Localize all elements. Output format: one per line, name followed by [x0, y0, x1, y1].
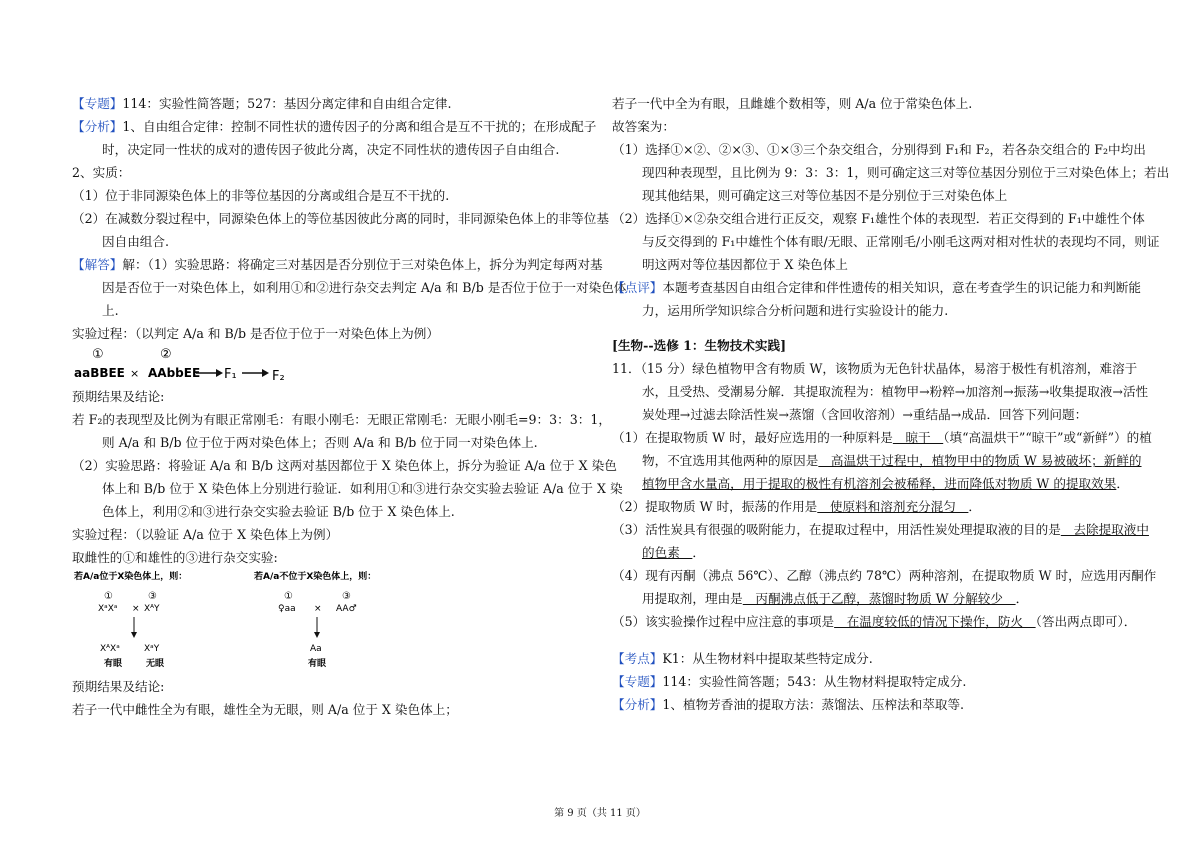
a-parent-2: XᴬY — [144, 604, 160, 614]
q3-answer-a: 去除提取液中 — [1060, 522, 1149, 537]
a-label-2: 无眼 — [146, 659, 165, 669]
q5-answer: 在温度较低的情况下操作，防火 — [834, 614, 1036, 629]
answer-heading: 故答案为： — [612, 119, 675, 134]
process-2: 实验过程：（以验证 A/a 位于 X 染色体上为例） — [72, 527, 339, 542]
cross-num-2: ② — [160, 347, 172, 362]
q2-line: （2）提取物质 W 时，振荡的作用是 使原料和溶剂充分混匀 ． — [612, 499, 981, 514]
cross-num-1: ① — [92, 347, 104, 362]
section-heading: [生物--选修 1：生物技术实践] — [612, 338, 787, 353]
fenxi-tag: 【分析】 — [72, 119, 123, 134]
q1-answer-a: 晾干 — [892, 430, 944, 445]
diagram-title-1: 若A/a位于X染色体上，则： — [74, 572, 188, 582]
jieda-line: 【解答】解：（1）实验思路：将确定三对基因是否分别位于三对染色体上，拆分为判定每两对基 — [72, 257, 603, 272]
q11-line-2: 水，且受热、受潮易分解．其提取流程为：植物甲→粉粹→加溶剂→振荡→收集提取液→活性 — [642, 384, 1149, 399]
cross-genotype-2: AAbbEE — [148, 366, 201, 380]
zhuanti-line-right: 【专题】114：实验性简答题；543：从生物材料提取特定成分. — [612, 674, 967, 689]
b-num-1: ① — [284, 591, 293, 602]
q3-line-1: （3）活性炭具有很强的吸附能力，在提取过程中，用活性炭处理提取液的目的是 去除提取液中 — [612, 522, 1149, 537]
genetic-diagram-figure — [72, 569, 452, 675]
b-parent-2: AA♂ — [336, 604, 357, 614]
result-1a: 若 F₂的表现型及比例为有眼正常刚毛：有眼小刚毛：无眼正常刚毛：无眼小刚毛=9：3：3：1， — [72, 412, 611, 427]
q1-answer-b: 高温烘干过程中，植物甲中的物质 W 易被破坏；新鲜的 — [818, 453, 1142, 468]
q5-line: （5）该实验操作过程中应注意的事项是 在温度较低的情况下操作，防火 （答出两点即可）． — [612, 614, 1137, 629]
page-footer: 第 9 页（共 11 页） — [554, 808, 646, 819]
kaodian-line: 【考点】K1：从生物材料中提取某些特定成分. — [612, 651, 873, 666]
fenxi-line-right: 【分析】1、植物芳香油的提取方法：蒸馏法、压榨法和萃取等. — [612, 697, 965, 712]
left-column — [72, 92, 627, 721]
b-num-2: ③ — [342, 591, 351, 602]
a-label-1: 有眼 — [104, 659, 123, 669]
cross-scheme-figure — [72, 345, 312, 385]
q2-answer: 使原料和溶剂充分混匀 — [817, 499, 969, 514]
zhuanti-line: 【专题】114：实验性简答题；527：基因分离定律和自由组合定律. — [72, 96, 452, 111]
result-2-cont: 若子一代中全为有眼，且雌雄个数相等，则 A/a 位于常染色体上. — [612, 96, 973, 111]
jieda-line-3: 上. — [102, 303, 119, 318]
b-parent-1: ♀aa — [278, 604, 296, 614]
dianping-tag: 【点评】 — [612, 280, 663, 295]
cross-genotype-1: aaBBEE — [74, 366, 125, 380]
result-2: 若子一代中雌性全为有眼，雄性全为无眼，则 A/a 位于 X 染色体上； — [72, 702, 458, 717]
q4-line-1: （4）现有丙酮（沸点 56℃）、乙醇（沸点约 78℃）两种溶剂，在提取物质 W 时，应选用丙酮作 — [612, 568, 1157, 583]
b-offspring-1: Aa — [310, 644, 322, 654]
fenxi-line-2: 时，决定同一性状的成对的遗传因子彼此分离，决定不同性状的遗传因子自由组合. — [102, 142, 560, 157]
q11-line-1: 11．（15 分）绿色植物甲含有物质 W，该物质为无色针状晶体，易溶于极性有机溶剂，难溶于 — [612, 361, 1138, 376]
cross-f2: F₂ — [272, 369, 285, 384]
answer-2b: 与反交得到的 F₁中雄性个体有眼/无眼、正常刚毛/小刚毛这两对相对性状的表现均不同，则证 — [642, 234, 1160, 249]
answer-2a: （2）选择①×②杂交组合进行正反交，观察 F₁雄性个体的表现型．若正交得到的 F₁中雄性个体 — [612, 211, 1145, 226]
essence-heading: 2、实质： — [72, 165, 131, 180]
a-num-1: ① — [104, 591, 113, 602]
step-2b: 体上和 B/b 位于 X 染色体上分别进行验证．如利用①和③进行杂交实验去验证 A/a 位于 X 染 — [102, 481, 623, 496]
q3-answer-b: 的色素 — [642, 545, 693, 560]
process-1: 实验过程：（以判定 A/a 和 B/b 是否位于位于一对染色体上为例） — [72, 326, 439, 341]
kaodian-tag: 【考点】 — [612, 651, 663, 666]
jieda-tag: 【解答】 — [72, 257, 123, 272]
expected-2: 预期结果及结论: — [72, 679, 165, 694]
genetic-diagram — [72, 569, 592, 675]
q4-answer: 丙酮沸点低于乙醇，蒸馏时物质 W 分解较少 — [742, 591, 1016, 606]
a-times: × — [132, 604, 140, 614]
a-offspring-2: XᵃY — [144, 644, 160, 654]
cross-instruction: 取雌性的①和雄性的③进行杂交实验: — [72, 550, 278, 565]
essence-1: （1）位于非同源染色体上的非等位基因的分离或组合是互不干扰的. — [72, 188, 450, 203]
right-column — [612, 92, 1170, 716]
arrow-1-head — [216, 369, 223, 377]
answer-1a: （1）选择①×②、②×③、①×③三个杂交组合，分别得到 F₁和 F₂，若各杂交组合的 F₂中均出 — [612, 142, 1146, 157]
result-1b: 则 A/a 和 B/b 位于位于两对染色体上；否则 A/a 和 B/b 位于同一对染色体上. — [102, 435, 538, 450]
answer-1c: 现其他结果，则可确定这三对等位基因不是分别位于三对染色体上 — [642, 188, 1008, 203]
step-2c: 色体上，利用②和③进行杂交实验去验证 B/b 位于 X 染色体上. — [102, 504, 455, 519]
zhuanti-tag: 【专题】 — [72, 96, 123, 111]
q1-line-1: （1）在提取物质 W 时，最好应选用的一种原料是 晾干 （填“高温烘干”“晾干”或“新鲜”）的植 — [612, 430, 1152, 445]
essence-2b: 因自由组合. — [102, 234, 169, 249]
a-parent-1: XᵃXᵃ — [98, 604, 118, 614]
zhuanti-tag-right: 【专题】 — [612, 674, 663, 689]
dianping-line-2: 力，运用所学知识综合分析问题和进行实验设计的能力. — [642, 303, 949, 318]
cross-scheme — [72, 345, 592, 385]
cross-times: × — [130, 367, 140, 380]
essence-2a: （2）在减数分裂过程中，同源染色体上的等位基因彼此分离的同时，非同源染色体上的非等位基 — [72, 211, 609, 226]
step-2a: （2）实验思路：将验证 A/a 和 B/b 这两对基因都位于 X 染色体上，拆分为验证 A/a 位于 X 染色 — [72, 458, 617, 473]
cross-f1: F₁ — [224, 367, 237, 382]
fenxi-line: 【分析】1、自由组合定律：控制不同性状的遗传因子的分离和组合是互不干扰的；在形成配子 — [72, 119, 597, 134]
answer-1b: 现四种表现型，且比例为 9：3：3：1，则可确定这三对等位基因分别位于三对染色体上；若出 — [642, 165, 1170, 180]
b-times: × — [314, 604, 322, 614]
dianping-line: 【点评】本题考查基因自由组合定律和伴性遗传的相关知识，意在考查学生的识记能力和判断能 — [612, 280, 1141, 295]
expected-1: 预期结果及结论: — [72, 389, 165, 404]
fenxi-tag-right: 【分析】 — [612, 697, 663, 712]
answer-2c: 明这两对等位基因都位于 X 染色体上 — [642, 257, 848, 272]
arrow-2-head — [262, 369, 269, 377]
q3-line-2: 的色素 ． — [642, 545, 705, 560]
a-num-2: ③ — [148, 591, 157, 602]
b-label-1: 有眼 — [308, 659, 327, 669]
diagram-title-2: 若A/a不位于X染色体上，则： — [254, 572, 377, 582]
q11-line-3: 炭处理→过滤去除活性炭→蒸馏（含回收溶剂）→重结晶→成品．回答下列问题： — [642, 407, 1088, 422]
q1-line-3: 植物甲含水量高，用于提取的极性有机溶剂会被稀释，进而降低对物质 W 的提取效果． — [642, 476, 1129, 491]
q1-line-2: 物，不宜选用其他两种的原因是 高温烘干过程中，植物甲中的物质 W 易被破坏；新鲜的 — [642, 453, 1142, 468]
a-offspring-1: XᴬXᵃ — [100, 644, 120, 654]
q1-answer-c: 植物甲含水量高，用于提取的极性有机溶剂会被稀释，进而降低对物质 W 的提取效果 — [642, 476, 1117, 491]
q4-line-2: 用提取剂，理由是 丙酮沸点低于乙醇，蒸馏时物质 W 分解较少 ． — [642, 591, 1029, 606]
jieda-line-2: 因是否位于一对染色体上，如利用①和②进行杂交去判定 A/a 和 B/b 是否位于位于一对染色体 — [102, 280, 627, 295]
